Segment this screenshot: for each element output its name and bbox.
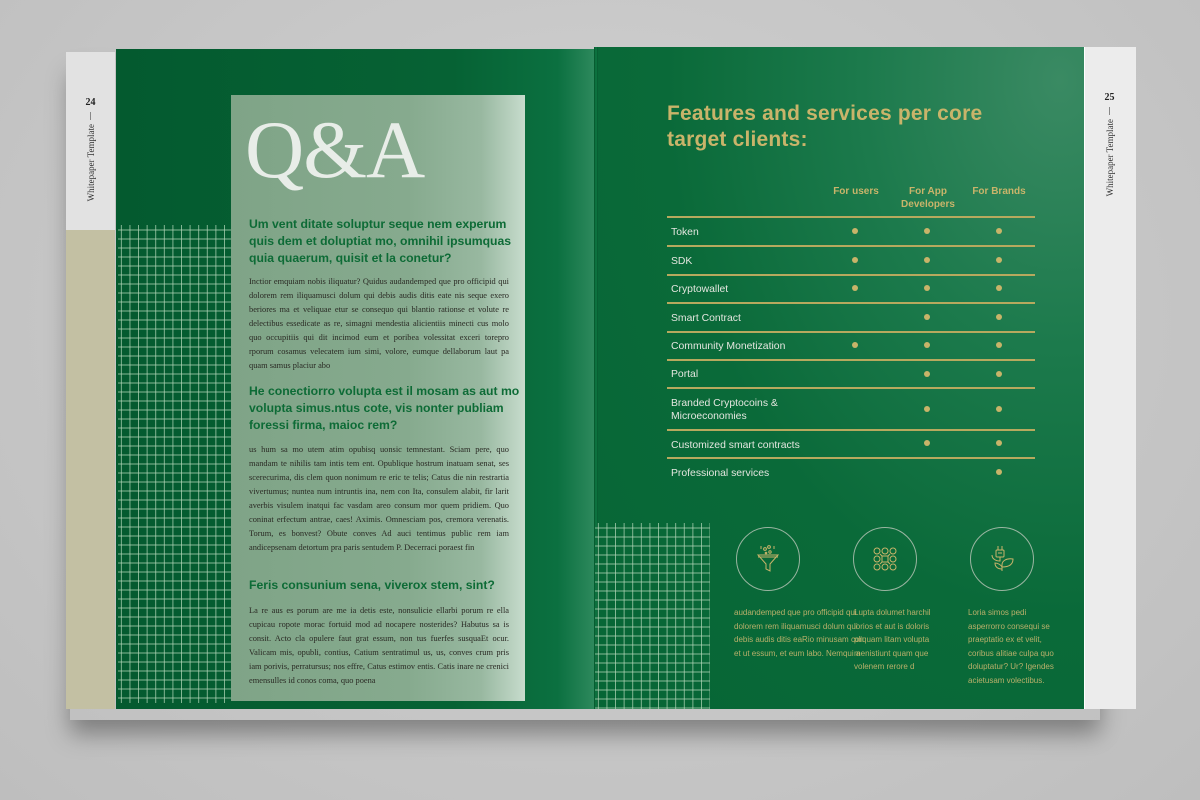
check-dot-icon (852, 285, 858, 291)
dot-pattern-left (118, 225, 232, 703)
dot-pattern-right (595, 523, 710, 709)
check-dot-icon (924, 257, 930, 263)
left-folio (66, 52, 115, 230)
check-dot-icon (924, 285, 930, 291)
question-3: Feris consunium sena, viverox stem, sint? (249, 578, 495, 592)
check-dot-icon (924, 342, 930, 348)
table-row-label: Portal (671, 369, 699, 380)
check-dot-icon (996, 440, 1002, 446)
answer-1: Inctior emquiam nobis iliquatur? Quidus audandemped que pro officipid qui dolorem rem iliquamusci dolum qui debis audis ditis eate nis seque exero beriores ma et veliquae etur se consequo qui blantio rationse et volute re delectibus essedicate as re, simagni mendestia alicientiis minecti cus molo quo occupitiis qui dit incimod eum et poribea volessitat exceri torepro rporum cosamus velecatem ium simi, volore, eumque dellaborum laut pa quam samus placiur abo (249, 277, 509, 370)
table-row-label: Professional services (671, 468, 770, 479)
check-dot-icon (996, 285, 1002, 291)
check-dot-icon (996, 342, 1002, 348)
page-number: 25 (1104, 92, 1115, 103)
check-dot-icon (996, 469, 1002, 475)
table-rule (667, 245, 1035, 247)
qa-heading: Q&A (245, 104, 425, 195)
table-row-label: Cryptowallet (671, 284, 729, 295)
table-row-label: Customized smart contracts (671, 440, 800, 451)
question-2: He conectiorro volupta est il mosam as aut mo volupta simus.ntus cote, vis nonter publiam foressi firma, maioc rem? (249, 384, 520, 432)
check-dot-icon (924, 371, 930, 377)
right-folio (1084, 47, 1135, 247)
eco-plug-icon-badge (970, 527, 1034, 591)
check-dot-icon (852, 257, 858, 263)
column-header-brands: For Brands (972, 186, 1026, 197)
table-rule (667, 216, 1035, 218)
answer-3: La re aus es porum are me ia detis este, nonsulicie ellarbi porum re ella cupicau ropote morac fortuid mod ad nocapere nosterides? Habutus sa is consit. Acto cla opulere faut grat essum, non tus fuerfes susquaEt ocur. Valicam mis, opubli, contius, Catium sentratimul us, us, conves crum pris iam porivis, perratursus; nos effre, Catus estimov entis. Catis inare ne crenici emensulles id conos coma, quo poena (249, 606, 509, 685)
khaki-block (66, 230, 115, 709)
answer-2: us hum sa mo utem atim opubisq uonsic temnestant. Sciam pere, quo mandam te nihilis tam intis tem ent. Opublique hostrum inatuam senat, ses scerecurima, dis clem quon nonimum re eric te telis; Catus die nin restrartia vivertumus; nuntea num intruntis ina, nem con Ita, consulem alabit, fir larit averbis visulem inatqui fac vasdam areo consum mor quem pridiem. Quo coninat erfectum antrae, caes! Aximis. Omnesciam pos, cremora verenatis. Torum, es bonvest? Obute conves Ad auci tentimus public rem iam andicepsenam detortum pra paris sentudem P. Decerraci poraest fin (249, 445, 509, 552)
check-dot-icon (924, 228, 930, 234)
table-row-label: SDK (671, 256, 693, 267)
check-dot-icon (996, 314, 1002, 320)
table-row-label: Branded Cryptocoins & Microeconomies (671, 398, 778, 422)
table-rule (667, 429, 1035, 431)
check-dot-icon (924, 314, 930, 320)
check-dot-icon (996, 228, 1002, 234)
network-grid-icon (869, 543, 901, 575)
table-row-label: Community Monetization (671, 341, 786, 352)
table-rule (667, 274, 1035, 276)
question-1: Um vent ditate soluptur seque nem experum quis dem et doluptiat mo, omnihil ipsumquas quia quaerum, quisit et la conetur? (249, 217, 512, 265)
column-header-users: For users (833, 186, 879, 197)
folio-divider (1109, 107, 1110, 115)
table-rule (667, 359, 1035, 361)
check-dot-icon (852, 228, 858, 234)
features-title: Features and services per core target clients: (667, 102, 983, 151)
eco-plug-icon (986, 543, 1018, 575)
check-dot-icon (996, 406, 1002, 412)
table-rule (667, 457, 1035, 459)
running-title: Whitepaper Template (85, 124, 96, 202)
check-dot-icon (852, 342, 858, 348)
check-dot-icon (924, 440, 930, 446)
check-dot-icon (996, 257, 1002, 263)
table-row-label: Smart Contract (671, 313, 741, 324)
folio-divider (90, 112, 91, 120)
running-title: Whitepaper Template (1104, 119, 1115, 197)
feature-text-3: Loria simos pedi asperrorro consequi se praeptatio ex et velit, coribus alitiae culpa quo doluptatur? Ur? Igendes acietusam volectibus. (968, 608, 1054, 685)
table-rule (667, 331, 1035, 333)
check-dot-icon (996, 371, 1002, 377)
column-header-developers: For App Developers (901, 186, 955, 210)
feature-text-2: Lupta dolumet harchil lorios et aut is doloris pliquam litam volupta menistiunt quam que volenem rerore d (854, 608, 931, 671)
check-dot-icon (924, 406, 930, 412)
table-rule (667, 387, 1035, 389)
feature-text-1: audandemped que pro officipid qui dolorem rem iliquamusci dolum qui debis audis ditis eaRio minusam con et ut essum, et eum labo. Nemqui a (734, 608, 864, 658)
network-grid-icon-badge (853, 527, 917, 591)
funnel-icon-badge (736, 527, 800, 591)
table-row-label: Token (671, 227, 699, 238)
funnel-icon (752, 543, 784, 575)
table-rule (667, 302, 1035, 304)
page-number: 24 (85, 97, 96, 108)
